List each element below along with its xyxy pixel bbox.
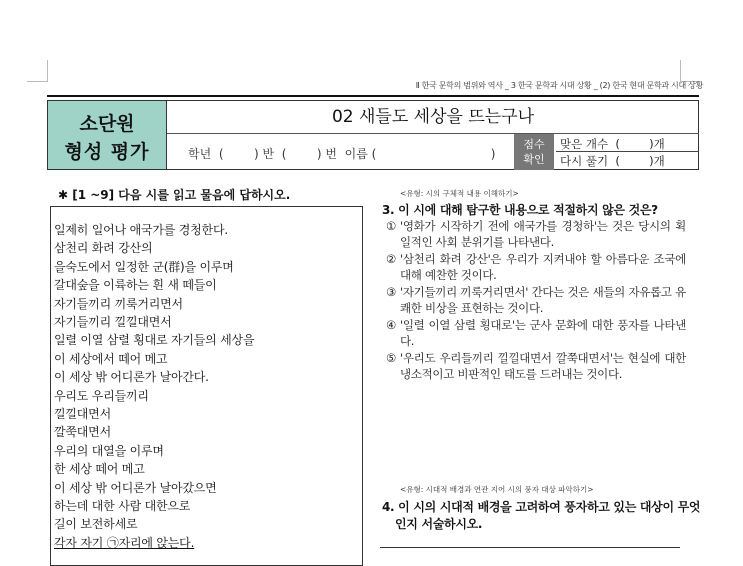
question3-tag: <유형: 시의 구체적 내용 이해하기>	[400, 189, 519, 198]
poem-line: 삼천리 화려 강산의	[54, 241, 153, 256]
poem-line: 깔쭉대면서	[54, 425, 111, 440]
option-text: '자기들끼리 끼룩거리면서' 간다는 것은 새들의 자유롭고 유쾌한 비상을 표현하는 것이다.	[400, 285, 686, 315]
poem-line: 각자 자기 ㉠자리에 앉는다.	[54, 535, 195, 550]
option-text: '삼천리 화려 강산'은 우리가 지켜내야 할 아름다운 조국에 대해 예찬한 것이다.	[400, 252, 686, 282]
poem-line: 일제히 일어나 애국가를 경청한다.	[54, 223, 228, 237]
answer-line	[380, 547, 680, 548]
poem-line: 하는데 대한 사람 대한으로	[54, 499, 191, 513]
student-info: 학년 ( ) 반 ( ) 번 이름 ( )	[188, 147, 496, 161]
crop-mark	[47, 60, 48, 82]
poem-line: 이 세상 밖 어디론가 날아갔으면	[54, 480, 217, 495]
question3-title: 3. 이 시에 대해 탐구한 내용으로 적절하지 않은 것은?	[382, 203, 658, 217]
poem-line: 이 세상 밖 어디론가 날아간다.	[54, 370, 209, 385]
answer-option[interactable]	[386, 284, 686, 316]
crop-mark	[680, 60, 681, 82]
poem-line: 우리의 대열을 이루며	[54, 443, 164, 458]
poem-line: 한 세상 떼어 메고	[54, 462, 145, 477]
correct-count: 맞은 개수 ( )개	[560, 137, 665, 151]
unit-title: 02 새들도 세상을 뜨는구나	[167, 100, 699, 134]
option-text: '영화가 시작하기 전에 애국가를 경청하'는 것은 당시의 획일적인 사회 분위기를 나타낸다.	[400, 219, 686, 249]
poem-line: 우리도 우리들끼리	[54, 388, 149, 403]
option-number: ④	[386, 318, 397, 332]
option-number: ⑤	[386, 351, 397, 365]
header-rule	[47, 95, 699, 97]
option-text: '우리도 우리들끼리 낄낄대면서 깔쭉대면서'는 현실에 대한 냉소적이고 비판적인 태도를 드러내는 것이다.	[400, 351, 686, 381]
retry-count: 다시 풀기 ( )개	[560, 154, 665, 168]
poem-line: 을숙도에서 일정한 군(群)을 이루며	[54, 259, 234, 274]
crop-mark	[27, 81, 47, 82]
poem-line: 길이 보전하세로	[54, 517, 138, 532]
score-check-label	[514, 134, 554, 170]
instruction: ✱ [1 ~9] 다음 시를 읽고 물음에 답하시오.	[58, 188, 291, 202]
question4-title-line1: 4. 이 시의 시대적 배경을 고려하여 풍자하고 있는 대상이 무엇	[382, 500, 701, 514]
count-divider	[556, 151, 699, 152]
poem-line: 자기들끼리 끼룩거리면서	[54, 296, 183, 311]
score-check-text: 점수 확인	[523, 138, 545, 166]
answer-option[interactable]	[386, 218, 686, 250]
section-label-line1: 소단원	[79, 113, 135, 135]
poem-line: 낄낄대면서	[54, 407, 111, 421]
question4-title-line2: 인지 서술하시오.	[395, 517, 483, 531]
section-label	[47, 100, 167, 170]
breadcrumb: Ⅱ 한국 문학의 범위와 역사 _ 3 한국 문학과 시대 상황 _ (2) 한국 현대 문학과 시대 상황	[415, 81, 703, 90]
option-number: ②	[386, 252, 397, 266]
option-number: ③	[386, 285, 397, 299]
poem-line: 이 세상에서 떼어 메고	[54, 351, 168, 366]
answer-option[interactable]	[386, 317, 686, 349]
answer-option[interactable]	[386, 350, 686, 382]
section-label-line2: 형성 평가	[64, 141, 150, 163]
option-number: ①	[386, 219, 397, 233]
poem-line: 자기들끼리 낄낄대면서	[54, 315, 172, 329]
poem-line: 갈대숲을 이륙하는 흰 새 떼들이	[54, 278, 217, 293]
option-text: '일렬 이열 삼렬 횡대로'는 군사 문화에 대한 풍자를 나타낸다.	[400, 318, 686, 348]
answer-option[interactable]	[386, 251, 686, 283]
question4-tag: <유형: 시대적 배경과 연관 지어 시의 풍자 대상 파악하기>	[400, 485, 594, 494]
poem-line: 일렬 이열 삼렬 횡대로 자기들의 세상을	[54, 333, 255, 348]
